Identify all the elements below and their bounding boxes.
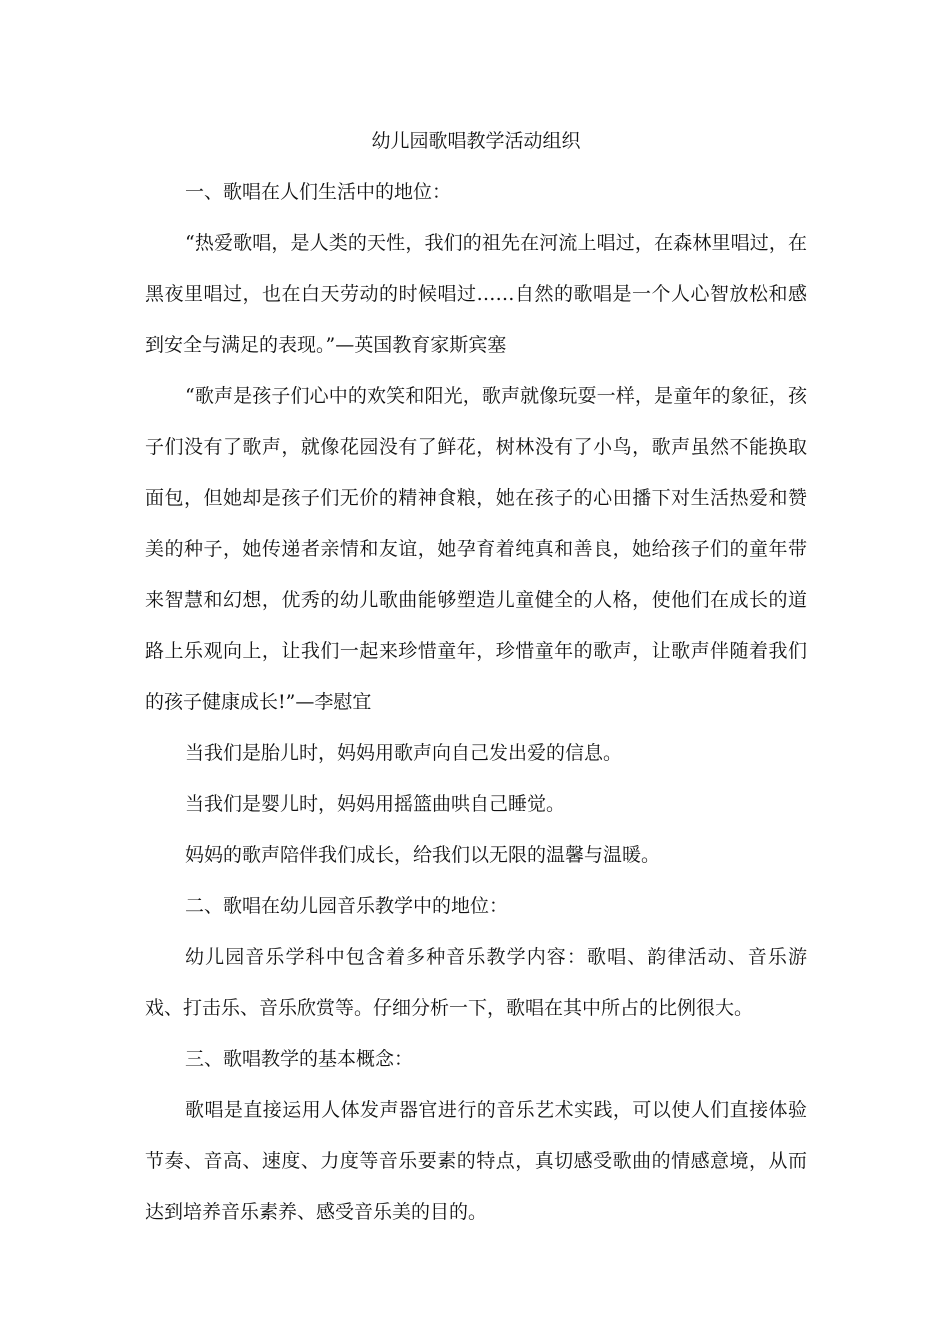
paragraph-mother-song: 妈妈的歌声陪伴我们成长，给我们以无限的温馨与温暖。 (185, 844, 661, 866)
quote-li-weiyi: “歌声是孩子们心中的欢笑和阳光，歌声就像玩耍一样，是童年的象征，孩子们没有了歌声，就像花园没有了鲜花，树林没有了小鸟，歌声虽然不能换取面包，但她却是孩子们无价的精神食粮，她在孩子的心田播下对生活热爱和赞美的种子，她传递者亲情和友谊，她孕育着纯真和善良，她给孩子们的童年带来智慧和幻想，优秀的幼儿歌曲能够塑造儿童健全的人格，使他们在成长的道路上乐观向上，让我们一起来珍惜童年，珍惜童年的歌声，让歌声伴随着我们的孩子健康成长!”—李慰宜 (145, 385, 807, 713)
section-heading-2: 二、歌唱在幼儿园音乐教学中的地位： (185, 895, 509, 917)
section-heading-3: 三、歌唱教学的基本概念： (185, 1048, 414, 1070)
section-heading-1: 一、歌唱在人们生活中的地位： (185, 181, 452, 203)
document-title: 幼儿园歌唱教学活动组织 (371, 130, 581, 152)
section-2-body: 幼儿园音乐学科中包含着多种音乐教学内容：歌唱、韵律活动、音乐游戏、打击乐、音乐欣赏等。仔细分析一下，歌唱在其中所占的比例很大。 (145, 946, 807, 1019)
paragraph-fetus: 当我们是胎儿时，妈妈用歌声向自己发出爱的信息。 (185, 742, 623, 764)
document-page (145, 116, 807, 1238)
paragraph-infant: 当我们是婴儿时，妈妈用摇篮曲哄自己睡觉。 (185, 793, 566, 815)
quote-spencer: “热爱歌唱，是人类的天性，我们的祖先在河流上唱过，在森林里唱过，在黑夜里唱过，也在白天劳动的时候唱过……自然的歌唱是一个人心智放松和感到安全与满足的表现。”—英国教育家斯宾塞 (145, 232, 807, 356)
section-3-body: 歌唱是直接运用人体发声器官进行的音乐艺术实践，可以使人们直接体验节奏、音高、速度、力度等音乐要素的特点，真切感受歌曲的情感意境，从而达到培养音乐素养、感受音乐美的目的。 (145, 1099, 807, 1223)
